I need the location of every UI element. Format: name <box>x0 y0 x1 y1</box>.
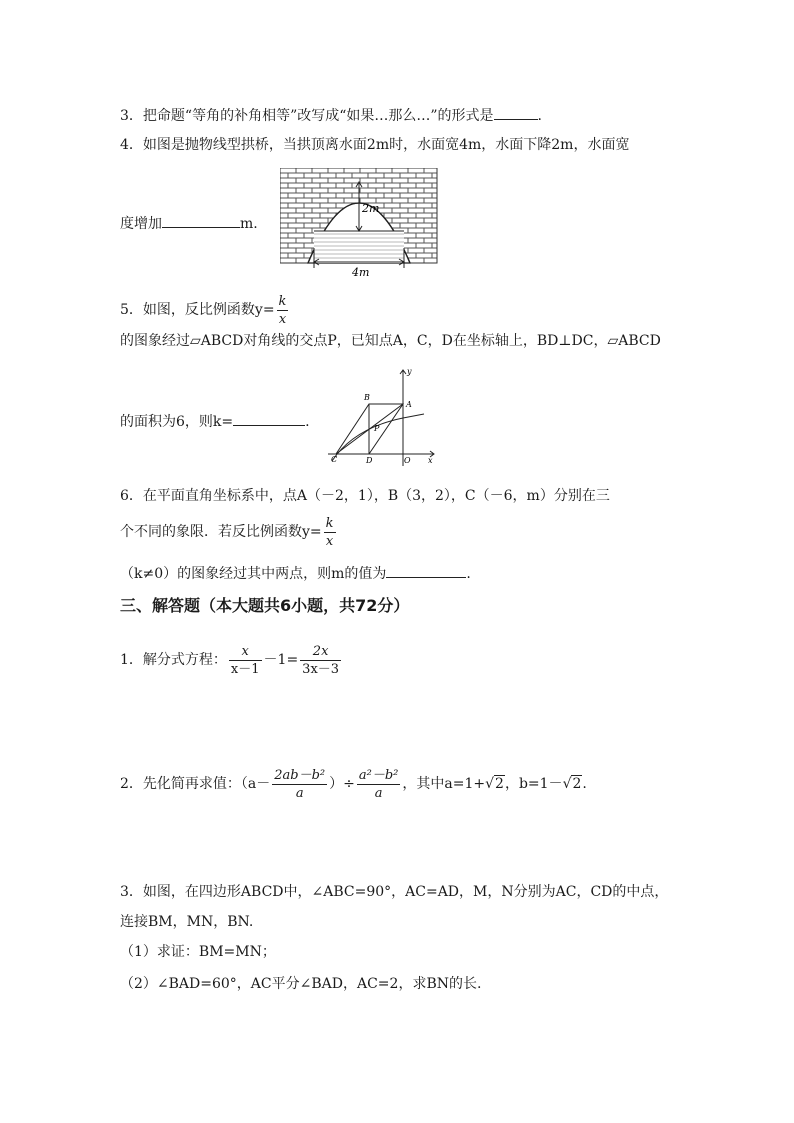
solve-question-3-line-1: 3．如图，在四边形ABCD中，∠ABC=90°，AC=AD，M，N分别为AC，CD的中点， <box>120 884 669 900</box>
answer-blank[interactable] <box>494 104 538 120</box>
parallelogram-figure <box>324 366 440 468</box>
question-3: 3．把命题“等角的补角相等”改写成“如果…那么…”的形式是 . <box>120 104 542 126</box>
height-label: 2m <box>362 202 380 215</box>
svg-text:C: C <box>331 455 338 464</box>
width-label: 4m <box>352 266 370 278</box>
svg-text:y: y <box>407 367 412 376</box>
solve-question-1: 1．解分式方程： $\frac{x}{x-1}$ －1= $\frac{2x}{3x-3}$ <box>120 643 340 677</box>
question-6-line-1: 6．在平面直角坐标系中，点A（－2，1），B（3，2），C（－6，m）分别在三 <box>120 488 610 504</box>
question-5-line-1: 5．如图，反比例函数y= $\frac{k}{x}$ <box>120 293 287 327</box>
fraction: $\frac{k}{x}$ <box>278 293 287 327</box>
svg-text:O: O <box>404 456 411 465</box>
question-5-line-3: 的面积为6，则k= . <box>120 410 310 432</box>
section-heading: 三、解答题（本大题共6小题，共72分） <box>120 596 410 615</box>
svg-text:B: B <box>364 393 370 402</box>
sqrt: √2 <box>562 776 582 792</box>
answer-blank[interactable] <box>162 212 240 228</box>
solve-question-3-part-1: （1）求证：BM=MN； <box>120 944 276 960</box>
question-6-line-3: （k≠0）的图象经过其中两点，则m的值为 . <box>120 562 471 584</box>
svg-text:A: A <box>406 400 412 409</box>
arch-bridge-figure <box>280 168 440 278</box>
svg-text:D: D <box>366 456 373 465</box>
question-4-line-1: 4．如图是抛物线型拱桥，当拱顶离水面2m时，水面宽4m，水面下降2m，水面宽 <box>120 137 630 153</box>
fraction: $\frac{x}{x-1}$ <box>230 643 260 677</box>
sqrt: √2 <box>485 776 504 792</box>
solve-question-3-line-2: 连接BM，MN，BN. <box>120 914 254 930</box>
answer-blank[interactable] <box>233 410 305 426</box>
svg-text:x: x <box>428 456 433 465</box>
question-5-line-2: 的图象经过▱ABCD对角线的交点P，已知点A，C，D在坐标轴上，BD⊥DC，▱ABCD <box>120 333 661 349</box>
svg-text:P: P <box>374 424 380 433</box>
question-4-line-2: 度增加 m. <box>120 212 258 234</box>
answer-blank[interactable] <box>386 562 466 578</box>
fraction: $\frac{k}{x}$ <box>325 515 334 549</box>
solve-question-2: 2．先化简再求值：（a－ $\frac{\text{2ab－b²}}{a}$ ）÷ $\frac{\text{a²－b²}}{a}$ ，其中a=1+√2，b=1－√2. <box>120 764 587 804</box>
question-3-text: 3．把命题“等角的补角相等”改写成“如果…那么…”的形式是 <box>120 108 494 124</box>
fraction: $\frac{\text{a²－b²}}{a}$ <box>358 767 399 801</box>
solve-question-3-part-2: （2）∠BAD=60°，AC平分∠BAD，AC=2，求BN的长. <box>120 976 482 992</box>
question-6-line-2: 个不同的象限．若反比例函数y= $\frac{k}{x}$ <box>120 515 334 549</box>
fraction: $\frac{\text{2ab－b²}}{a}$ <box>274 767 326 801</box>
fraction: $\frac{2x}{3x-3}$ <box>302 643 340 677</box>
